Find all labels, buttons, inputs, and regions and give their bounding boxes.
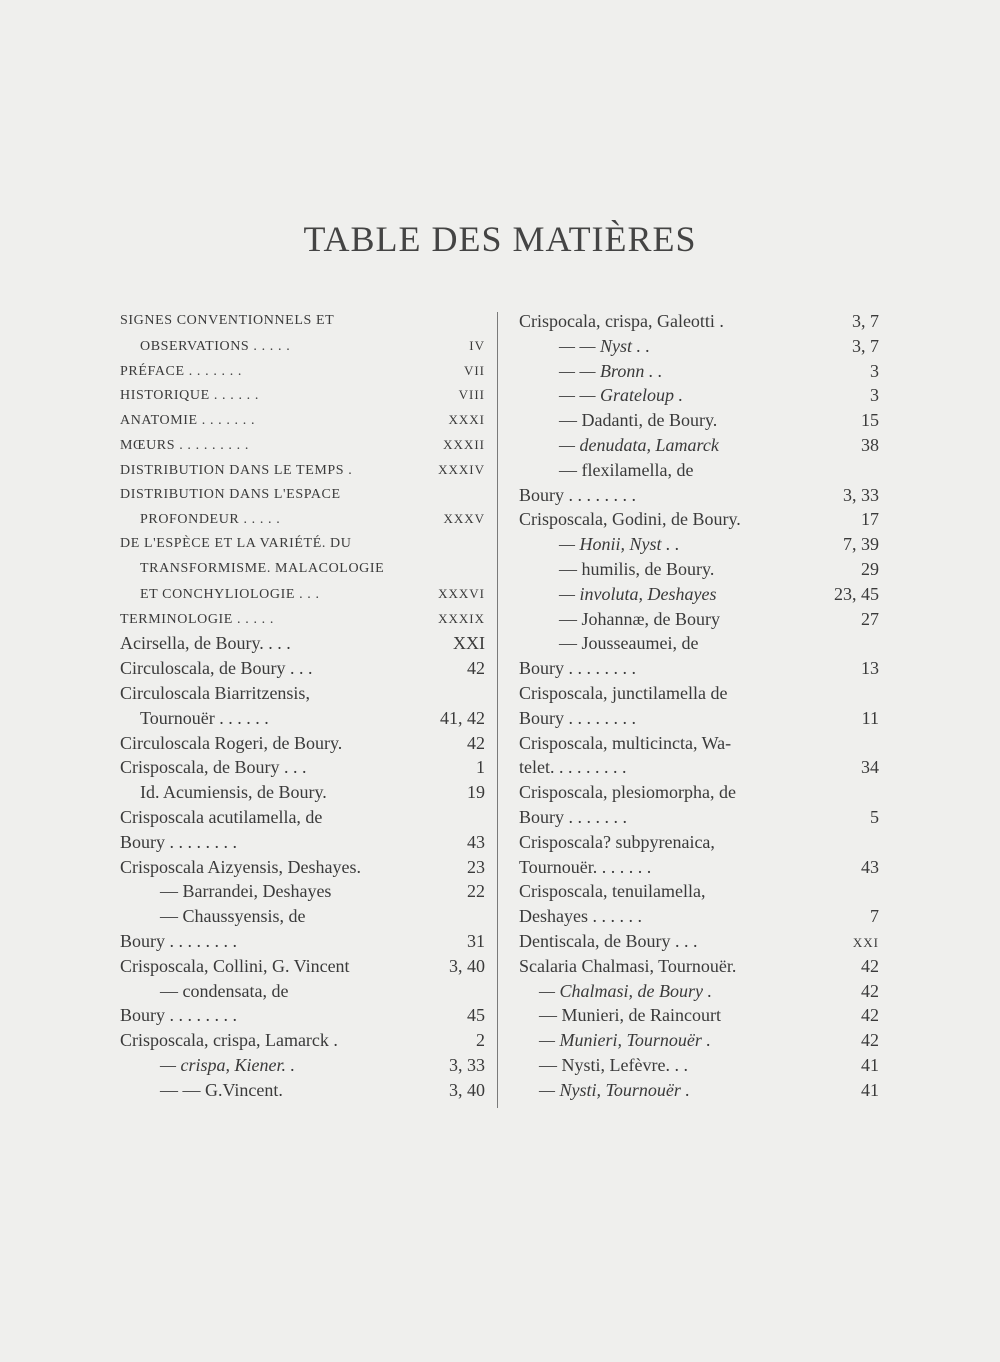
toc-entry — [120, 607, 485, 632]
toc-entry — [120, 359, 485, 384]
toc-entry-text: ET CONCHYLIOLOGIE . . . — [140, 586, 320, 602]
toc-entry — [120, 706, 485, 731]
toc-entry-text: Boury . . . . . . . . — [120, 930, 237, 951]
toc-entry-page: 11 — [861, 707, 879, 728]
toc-entry-text: PRÉFACE . . . . . . . — [120, 363, 243, 379]
toc-entry — [120, 532, 485, 557]
toc-entry-text: Crisposcala? subpyrenaica, — [519, 831, 715, 852]
toc-entry-page: 3, 40 — [449, 955, 485, 976]
toc-entry — [120, 805, 485, 830]
toc-entry-text: Boury . . . . . . . . — [519, 707, 636, 728]
toc-entry-text: Boury . . . . . . . . — [120, 1005, 237, 1026]
toc-entry-text: — involuta, Deshayes — [559, 583, 717, 604]
toc-entry — [120, 830, 485, 855]
toc-entry-page: 41 — [861, 1079, 879, 1100]
toc-entry-page: 22 — [467, 881, 485, 902]
toc-entry-text: Boury . . . . . . . . — [519, 484, 636, 505]
toc-entry — [519, 631, 879, 656]
toc-entry-text: MŒURS . . . . . . . . . — [120, 437, 249, 453]
toc-entry — [120, 1028, 485, 1053]
toc-entry — [519, 731, 879, 756]
toc-entry — [519, 929, 879, 954]
toc-entry — [120, 780, 485, 805]
toc-entry-text: — Nysti, Lefèvre. . . — [539, 1054, 688, 1075]
toc-entry — [120, 582, 485, 607]
toc-entry — [120, 929, 485, 954]
toc-entry-text: TRANSFORMISME. MALACOLOGIE — [140, 560, 385, 576]
toc-entry — [120, 458, 485, 483]
toc-entry-text: Crispocala, crispa, Galeotti . — [519, 311, 724, 331]
toc-entry-page: 17 — [861, 509, 879, 530]
toc-entry-text: Tournouër. . . . . . . — [519, 856, 652, 877]
toc-entry-page: 42 — [861, 1005, 879, 1026]
toc-entry — [120, 408, 485, 433]
toc-entry-text: — Dadanti, de Boury. — [559, 410, 718, 431]
toc-entry-page: 42 — [861, 980, 879, 1001]
toc-entry-text: — Honii, Nyst . . — [559, 534, 680, 555]
toc-entry — [120, 855, 485, 880]
toc-entry-text: OBSERVATIONS . . . . . — [140, 338, 291, 354]
toc-entry-text: Crisposcala, Godini, de Boury. — [519, 509, 741, 530]
toc-entry-page: 3, 33 — [843, 484, 879, 505]
toc-entry — [519, 706, 879, 731]
toc-entry — [519, 1028, 879, 1053]
toc-entry-page: 41 — [861, 1054, 879, 1075]
toc-entry — [519, 954, 879, 979]
toc-entry — [519, 1003, 879, 1028]
toc-entry-text: Boury . . . . . . . . — [120, 831, 237, 852]
toc-entry-text: — crispa, Kiener. . — [160, 1054, 295, 1075]
toc-entry-text: DE L'ESPÈCE ET LA VARIÉTÉ. DU — [120, 536, 352, 552]
toc-entry — [519, 879, 879, 904]
toc-entry-page: 27 — [861, 608, 879, 629]
toc-entry-text: — Johannæ, de Boury — [559, 608, 720, 629]
toc-entry-page: XXI — [453, 633, 485, 654]
toc-entry-text: — Jousseaumei, de — [559, 633, 699, 654]
toc-entry-page: 1 — [476, 757, 485, 778]
toc-entry — [120, 309, 485, 334]
toc-right-column — [519, 309, 879, 1103]
toc-entry-page: VII — [463, 362, 485, 378]
toc-entry-text: — — Nyst . . — [559, 335, 651, 356]
toc-entry-page: XXI — [852, 934, 879, 950]
toc-entry-text: Deshayes . . . . . . — [519, 906, 642, 927]
toc-entry-page: XXXI — [448, 412, 485, 428]
toc-entry-page: 42 — [861, 1030, 879, 1051]
toc-entry-text: ANATOMIE . . . . . . . — [120, 413, 256, 429]
toc-entry-page: 23, 45 — [834, 583, 879, 604]
toc-entry-page: 2 — [476, 1030, 485, 1051]
toc-entry-text: Crisposcala Aizyensis, Deshayes. — [120, 856, 361, 877]
toc-entry-page: 34 — [861, 757, 879, 778]
toc-entry-text: — humilis, de Boury. — [559, 558, 715, 579]
toc-entry — [120, 755, 485, 780]
toc-entry-page: 29 — [861, 558, 879, 579]
toc-entry — [120, 656, 485, 681]
toc-entry-text: Crisposcala, de Boury . . . — [120, 757, 307, 778]
toc-entry — [519, 383, 879, 408]
toc-entry-page: 43 — [467, 831, 485, 852]
toc-entry — [519, 483, 879, 508]
toc-entry-page: 3, 40 — [449, 1079, 485, 1100]
toc-entry — [120, 557, 485, 582]
toc-entry — [519, 309, 879, 334]
toc-entry-page: XXXIX — [438, 610, 485, 626]
toc-entry-text: Crisposcala, crispa, Lamarck . — [120, 1030, 338, 1051]
toc-entry-text: — Barrandei, Deshayes — [160, 881, 332, 902]
toc-entry — [519, 904, 879, 929]
toc-entry — [519, 507, 879, 532]
toc-entry — [120, 507, 485, 532]
toc-entry — [519, 805, 879, 830]
toc-entry-page: 15 — [861, 410, 879, 431]
toc-entry — [120, 904, 485, 929]
toc-entry-page: 3, 7 — [852, 311, 879, 331]
toc-entry-text: — condensata, de — [160, 980, 289, 1001]
toc-entry-text: — — G.Vincent. — [160, 1079, 283, 1100]
toc-entry — [120, 681, 485, 706]
toc-entry-text: — Nysti, Tournouër . — [539, 1079, 690, 1100]
toc-entry-page: IV — [469, 337, 485, 353]
toc-entry — [519, 830, 879, 855]
toc-entry-page: 42 — [861, 955, 879, 976]
toc-entry-page: 13 — [861, 658, 879, 679]
toc-entry-page: 7 — [870, 906, 879, 927]
toc-entry-text: Boury . . . . . . . — [519, 806, 627, 827]
toc-entry — [120, 1003, 485, 1028]
toc-entry-page: 45 — [467, 1005, 485, 1026]
toc-entry-page: 3, 7 — [852, 335, 879, 356]
toc-entry-text: Circuloscala Rogeri, de Boury. — [120, 732, 343, 753]
toc-entry-text: telet. . . . . . . . . — [519, 757, 627, 778]
toc-entry-page: 42 — [467, 658, 485, 679]
toc-entry — [519, 334, 879, 359]
toc-entry-page: VIII — [458, 387, 485, 403]
toc-entry-page: XXXVI — [438, 585, 485, 601]
toc-entry-page: 19 — [467, 782, 485, 803]
column-divider — [497, 312, 498, 1108]
toc-entry — [519, 532, 879, 557]
toc-entry-text: HISTORIQUE . . . . . . — [120, 388, 259, 404]
toc-entry — [120, 383, 485, 408]
toc-entry-text: Crisposcala, tenuilamella, — [519, 881, 706, 902]
toc-entry-page: 38 — [861, 434, 879, 455]
toc-entry-text: Crisposcala acutilamella, de — [120, 806, 323, 827]
toc-entry-text: PROFONDEUR . . . . . — [140, 512, 281, 528]
toc-entry — [519, 1078, 879, 1103]
toc-entry-text: Circuloscala Biarritzensis, — [120, 682, 310, 703]
toc-entry-text: — Chaussyensis, de — [160, 906, 306, 927]
toc-entry — [519, 582, 879, 607]
toc-entry-page: 3 — [870, 385, 879, 406]
toc-entry-page: 7, 39 — [843, 534, 879, 555]
toc-entry-page: 43 — [861, 856, 879, 877]
toc-entry-text: — Munieri, de Raincourt — [539, 1005, 721, 1026]
toc-entry — [120, 1053, 485, 1078]
toc-entry-page: XXXV — [443, 511, 485, 527]
toc-entry-page: 5 — [870, 806, 879, 827]
toc-entry-text: Tournouër . . . . . . — [140, 707, 269, 728]
toc-entry — [519, 557, 879, 582]
toc-entry-text: SIGNES CONVENTIONNELS ET — [120, 313, 335, 328]
toc-entry — [519, 855, 879, 880]
toc-entry-text: TERMINOLOGIE . . . . . — [120, 611, 274, 627]
toc-entry-text: Circuloscala, de Boury . . . — [120, 658, 313, 679]
toc-entry-text: Crisposcala, Collini, G. Vincent — [120, 955, 350, 976]
toc-entry — [519, 433, 879, 458]
toc-entry-text: — Chalmasi, de Boury . — [539, 980, 712, 1001]
toc-entry — [120, 954, 485, 979]
toc-entry — [120, 979, 485, 1004]
toc-entry-text: Dentiscala, de Boury . . . — [519, 930, 698, 951]
toc-entry-page: 31 — [467, 930, 485, 951]
toc-entry-text: — flexilamella, de — [559, 459, 694, 480]
toc-entry-text: DISTRIBUTION DANS L'ESPACE — [120, 486, 341, 502]
toc-entry — [519, 607, 879, 632]
toc-entry-text: Boury . . . . . . . . — [519, 658, 636, 679]
toc-entry-text: Crisposcala, plesiomorpha, de — [519, 782, 736, 803]
toc-entry-text: — — Grateloup . — [559, 385, 684, 406]
toc-entry — [519, 1053, 879, 1078]
toc-entry-text: Scalaria Chalmasi, Tournouër. — [519, 955, 737, 976]
toc-entry — [519, 681, 879, 706]
toc-entry-text: Crisposcala, junctilamella de — [519, 682, 728, 703]
toc-entry-page: XXXIV — [438, 461, 485, 477]
toc-entry — [120, 731, 485, 756]
toc-entry — [120, 879, 485, 904]
toc-entry — [519, 408, 879, 433]
toc-entry — [519, 656, 879, 681]
toc-entry-page: 42 — [467, 732, 485, 753]
toc-entry — [519, 755, 879, 780]
toc-entry-page: 23 — [467, 856, 485, 877]
toc-entry — [519, 458, 879, 483]
toc-entry — [519, 979, 879, 1004]
toc-entry — [120, 1078, 485, 1103]
toc-entry-text: DISTRIBUTION DANS LE TEMPS . — [120, 462, 353, 478]
toc-entry — [519, 359, 879, 384]
toc-entry — [519, 780, 879, 805]
toc-entry-text: — denudata, Lamarck — [559, 434, 719, 455]
toc-entry-text: — Munieri, Tournouër . — [539, 1030, 711, 1051]
toc-entry-text: Id. Acumiensis, de Boury. — [140, 782, 327, 803]
toc-left-column — [120, 309, 485, 1103]
toc-entry-text: Crisposcala, multicincta, Wa- — [519, 732, 732, 753]
toc-entry — [120, 433, 485, 458]
page-title: TABLE DES MATIÈRES — [303, 219, 697, 259]
toc-entry-text: — — Bronn . . — [559, 360, 663, 381]
toc-entry-text: Acirsella, de Boury. . . . — [120, 633, 291, 654]
toc-entry — [120, 334, 485, 359]
toc-entry-page: XXXII — [443, 436, 485, 452]
toc-entry — [120, 631, 485, 656]
toc-entry — [120, 483, 485, 508]
toc-entry-page: 3, 33 — [449, 1054, 485, 1075]
toc-entry-page: 3 — [870, 360, 879, 381]
toc-entry-page: 41, 42 — [440, 707, 485, 728]
